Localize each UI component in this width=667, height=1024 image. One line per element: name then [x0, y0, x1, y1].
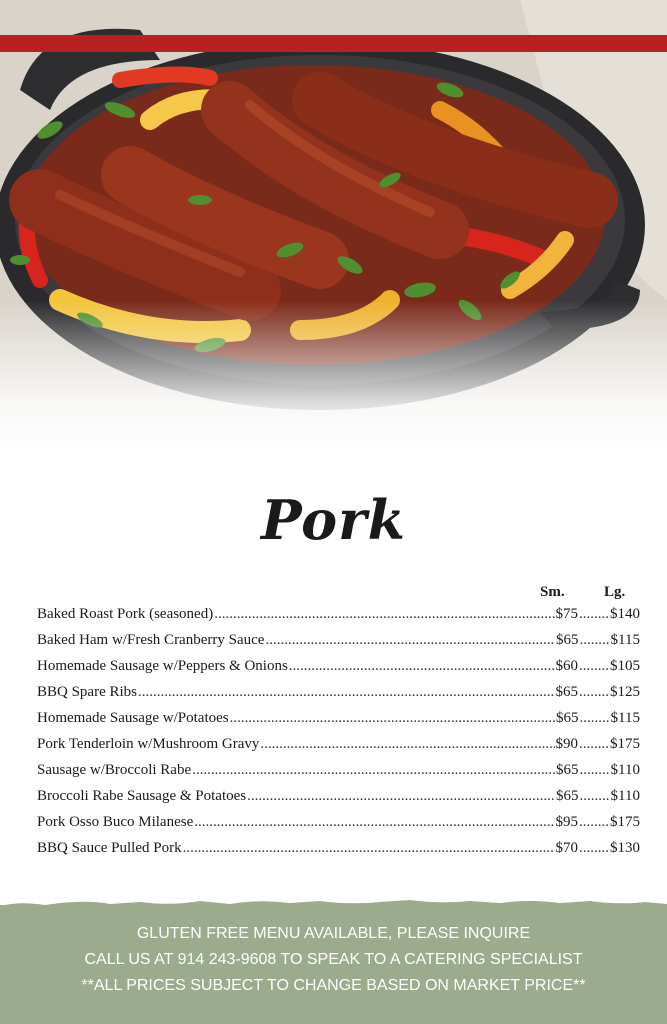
price-small: $65 [556, 788, 579, 804]
price-small: $70 [555, 840, 578, 856]
item-name: Broccoli Rabe Sausage & Potatoes [37, 788, 247, 804]
leader-dots [192, 762, 555, 779]
menu-item [37, 684, 640, 710]
leader-dots [247, 788, 555, 805]
price-large: $115 [610, 632, 640, 648]
leader-dots [579, 814, 609, 831]
item-name: BBQ Sauce Pulled Pork [37, 840, 182, 856]
price-large: $105 [610, 658, 640, 674]
item-name: Homemade Sausage w/Peppers & Onions [37, 658, 288, 674]
menu-list [37, 606, 640, 866]
leader-dots [580, 710, 610, 727]
menu-item [37, 736, 640, 762]
footer-line-gluten: GLUTEN FREE MENU AVAILABLE, PLEASE INQUIRE [136, 925, 531, 942]
price-small: $65 [556, 632, 579, 648]
menu-item [37, 606, 640, 632]
item-name: Sausage w/Broccoli Rabe [37, 762, 192, 778]
price-large: $125 [610, 684, 640, 700]
leader-dots [138, 684, 554, 701]
price-small: $65 [556, 762, 579, 778]
item-name: Baked Ham w/Fresh Cranberry Sauce [37, 632, 265, 648]
leader-dots [194, 814, 554, 831]
item-name: Pork Tenderloin w/Mushroom Gravy [37, 736, 260, 752]
leader-dots [580, 788, 610, 805]
photo-fade [0, 300, 667, 450]
leader-dots [579, 840, 609, 857]
menu-item [37, 762, 640, 788]
leader-dots [260, 736, 554, 753]
leader-dots [579, 658, 609, 675]
leader-dots [230, 710, 555, 727]
price-large: $175 [610, 736, 640, 752]
leader-dots [289, 658, 555, 675]
price-small: $90 [555, 736, 578, 752]
column-header-small: Sm. [540, 584, 565, 600]
price-large: $175 [610, 814, 640, 830]
leader-dots [580, 632, 610, 649]
leader-dots [265, 632, 555, 649]
price-large: $140 [610, 606, 640, 622]
menu-item [37, 658, 640, 684]
hero-photo [0, 0, 667, 450]
footer-banner [0, 905, 667, 1024]
price-small: $60 [555, 658, 578, 674]
item-name: Pork Osso Buco Milanese [37, 814, 194, 830]
item-name: BBQ Spare Ribs [37, 684, 138, 700]
footer-line-phone: CALL US AT 914 243-9608 TO SPEAK TO A CATERING SPECIALIST [84, 951, 583, 968]
menu-item [37, 814, 640, 840]
price-large: $130 [610, 840, 640, 856]
leader-dots [214, 606, 554, 623]
menu-item [37, 788, 640, 814]
item-name: Baked Roast Pork (seasoned) [37, 606, 214, 622]
leader-dots [579, 606, 609, 623]
menu-item [37, 632, 640, 658]
menu-item [37, 840, 640, 866]
price-small: $65 [556, 710, 579, 726]
price-small: $75 [555, 606, 578, 622]
leader-dots [579, 736, 609, 753]
price-large: $110 [610, 762, 640, 778]
column-header-large: Lg. [604, 584, 626, 600]
red-accent-band [0, 35, 667, 52]
leader-dots [580, 762, 610, 779]
price-large: $115 [610, 710, 640, 726]
price-small: $65 [555, 684, 578, 700]
brush-edge [0, 897, 667, 917]
footer-line-disclaimer: **ALL PRICES SUBJECT TO CHANGE BASED ON MARKET PRICE** [81, 977, 586, 994]
item-name: Homemade Sausage w/Potatoes [37, 710, 229, 726]
price-small: $95 [555, 814, 578, 830]
leader-dots [183, 840, 555, 857]
page-title: Pork [260, 488, 407, 552]
menu-item [37, 710, 640, 736]
leader-dots [579, 684, 609, 701]
price-large: $110 [610, 788, 640, 804]
